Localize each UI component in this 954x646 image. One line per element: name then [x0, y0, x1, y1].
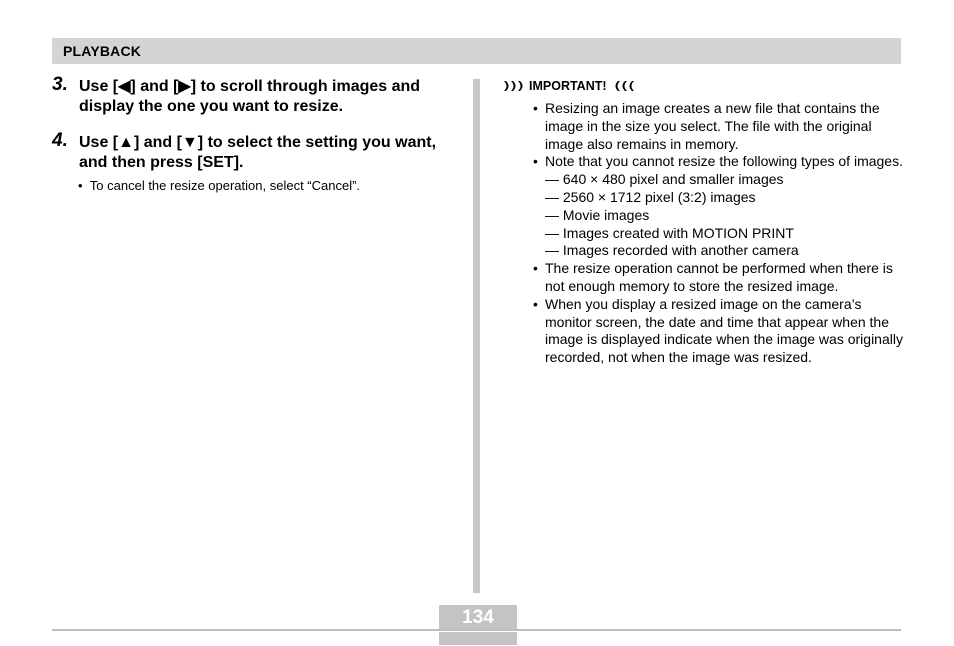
step-text: Use [◀] and [▶] to scroll through images and display the one you want to resize. — [79, 78, 421, 115]
bullet-dot: • — [78, 178, 90, 193]
note-text: Resizing an image creates a new file that contains the image in the size you select. The file with the original image also remains in memory. — [545, 100, 880, 152]
note-item — [533, 153, 903, 260]
step-text: Use [▲] and [▼] to select the setting you want, and then press [SET]. — [79, 134, 437, 171]
bullet-dot: • — [533, 153, 538, 170]
sub-item: — 640 × 480 pixel and smaller images — [545, 171, 784, 188]
important-right-icon — [613, 80, 635, 92]
note-text: The resize operation cannot be performed when there is not enough memory to store the resized image. — [545, 260, 893, 294]
section-title: PLAYBACK — [63, 43, 142, 59]
sub-item: — Images created with MOTION PRINT — [545, 224, 794, 241]
step-number: 3. — [52, 74, 68, 95]
bullet-dot: • — [533, 295, 538, 312]
note-item — [533, 100, 903, 153]
page-number: 134 — [462, 607, 494, 628]
note-text: To cancel the resize operation, select “Cancel”. — [89, 178, 361, 193]
important-left-icon — [503, 80, 525, 92]
note-item — [533, 260, 903, 296]
step-4 — [52, 130, 452, 173]
important-notes — [533, 100, 903, 367]
sub-item: — 2560 × 1712 pixel (3:2) images — [545, 188, 756, 205]
footer-rule — [52, 629, 901, 631]
step-3 — [52, 74, 452, 117]
note-item — [533, 296, 903, 367]
page-number-tab — [439, 605, 517, 645]
section-header — [52, 38, 901, 64]
step-4-note — [78, 178, 360, 193]
page-tab-bottom — [439, 632, 517, 645]
bullet-dot: • — [533, 260, 538, 277]
step-number: 4. — [52, 130, 68, 151]
column-divider — [473, 79, 480, 593]
bullet-dot: • — [533, 100, 538, 116]
sub-item: — Movie images — [545, 206, 650, 223]
important-heading — [503, 79, 635, 93]
note-text: Note that you cannot resize the following types of images. — [545, 153, 903, 170]
note-text: When you display a resized image on the camera’s monitor screen, the date and time that appear when the image is displayed indicate when the image was originally recorded, not when the image was resized. — [545, 295, 903, 366]
important-label: IMPORTANT! — [529, 79, 607, 93]
sub-item: — Images recorded with another camera — [545, 242, 799, 259]
